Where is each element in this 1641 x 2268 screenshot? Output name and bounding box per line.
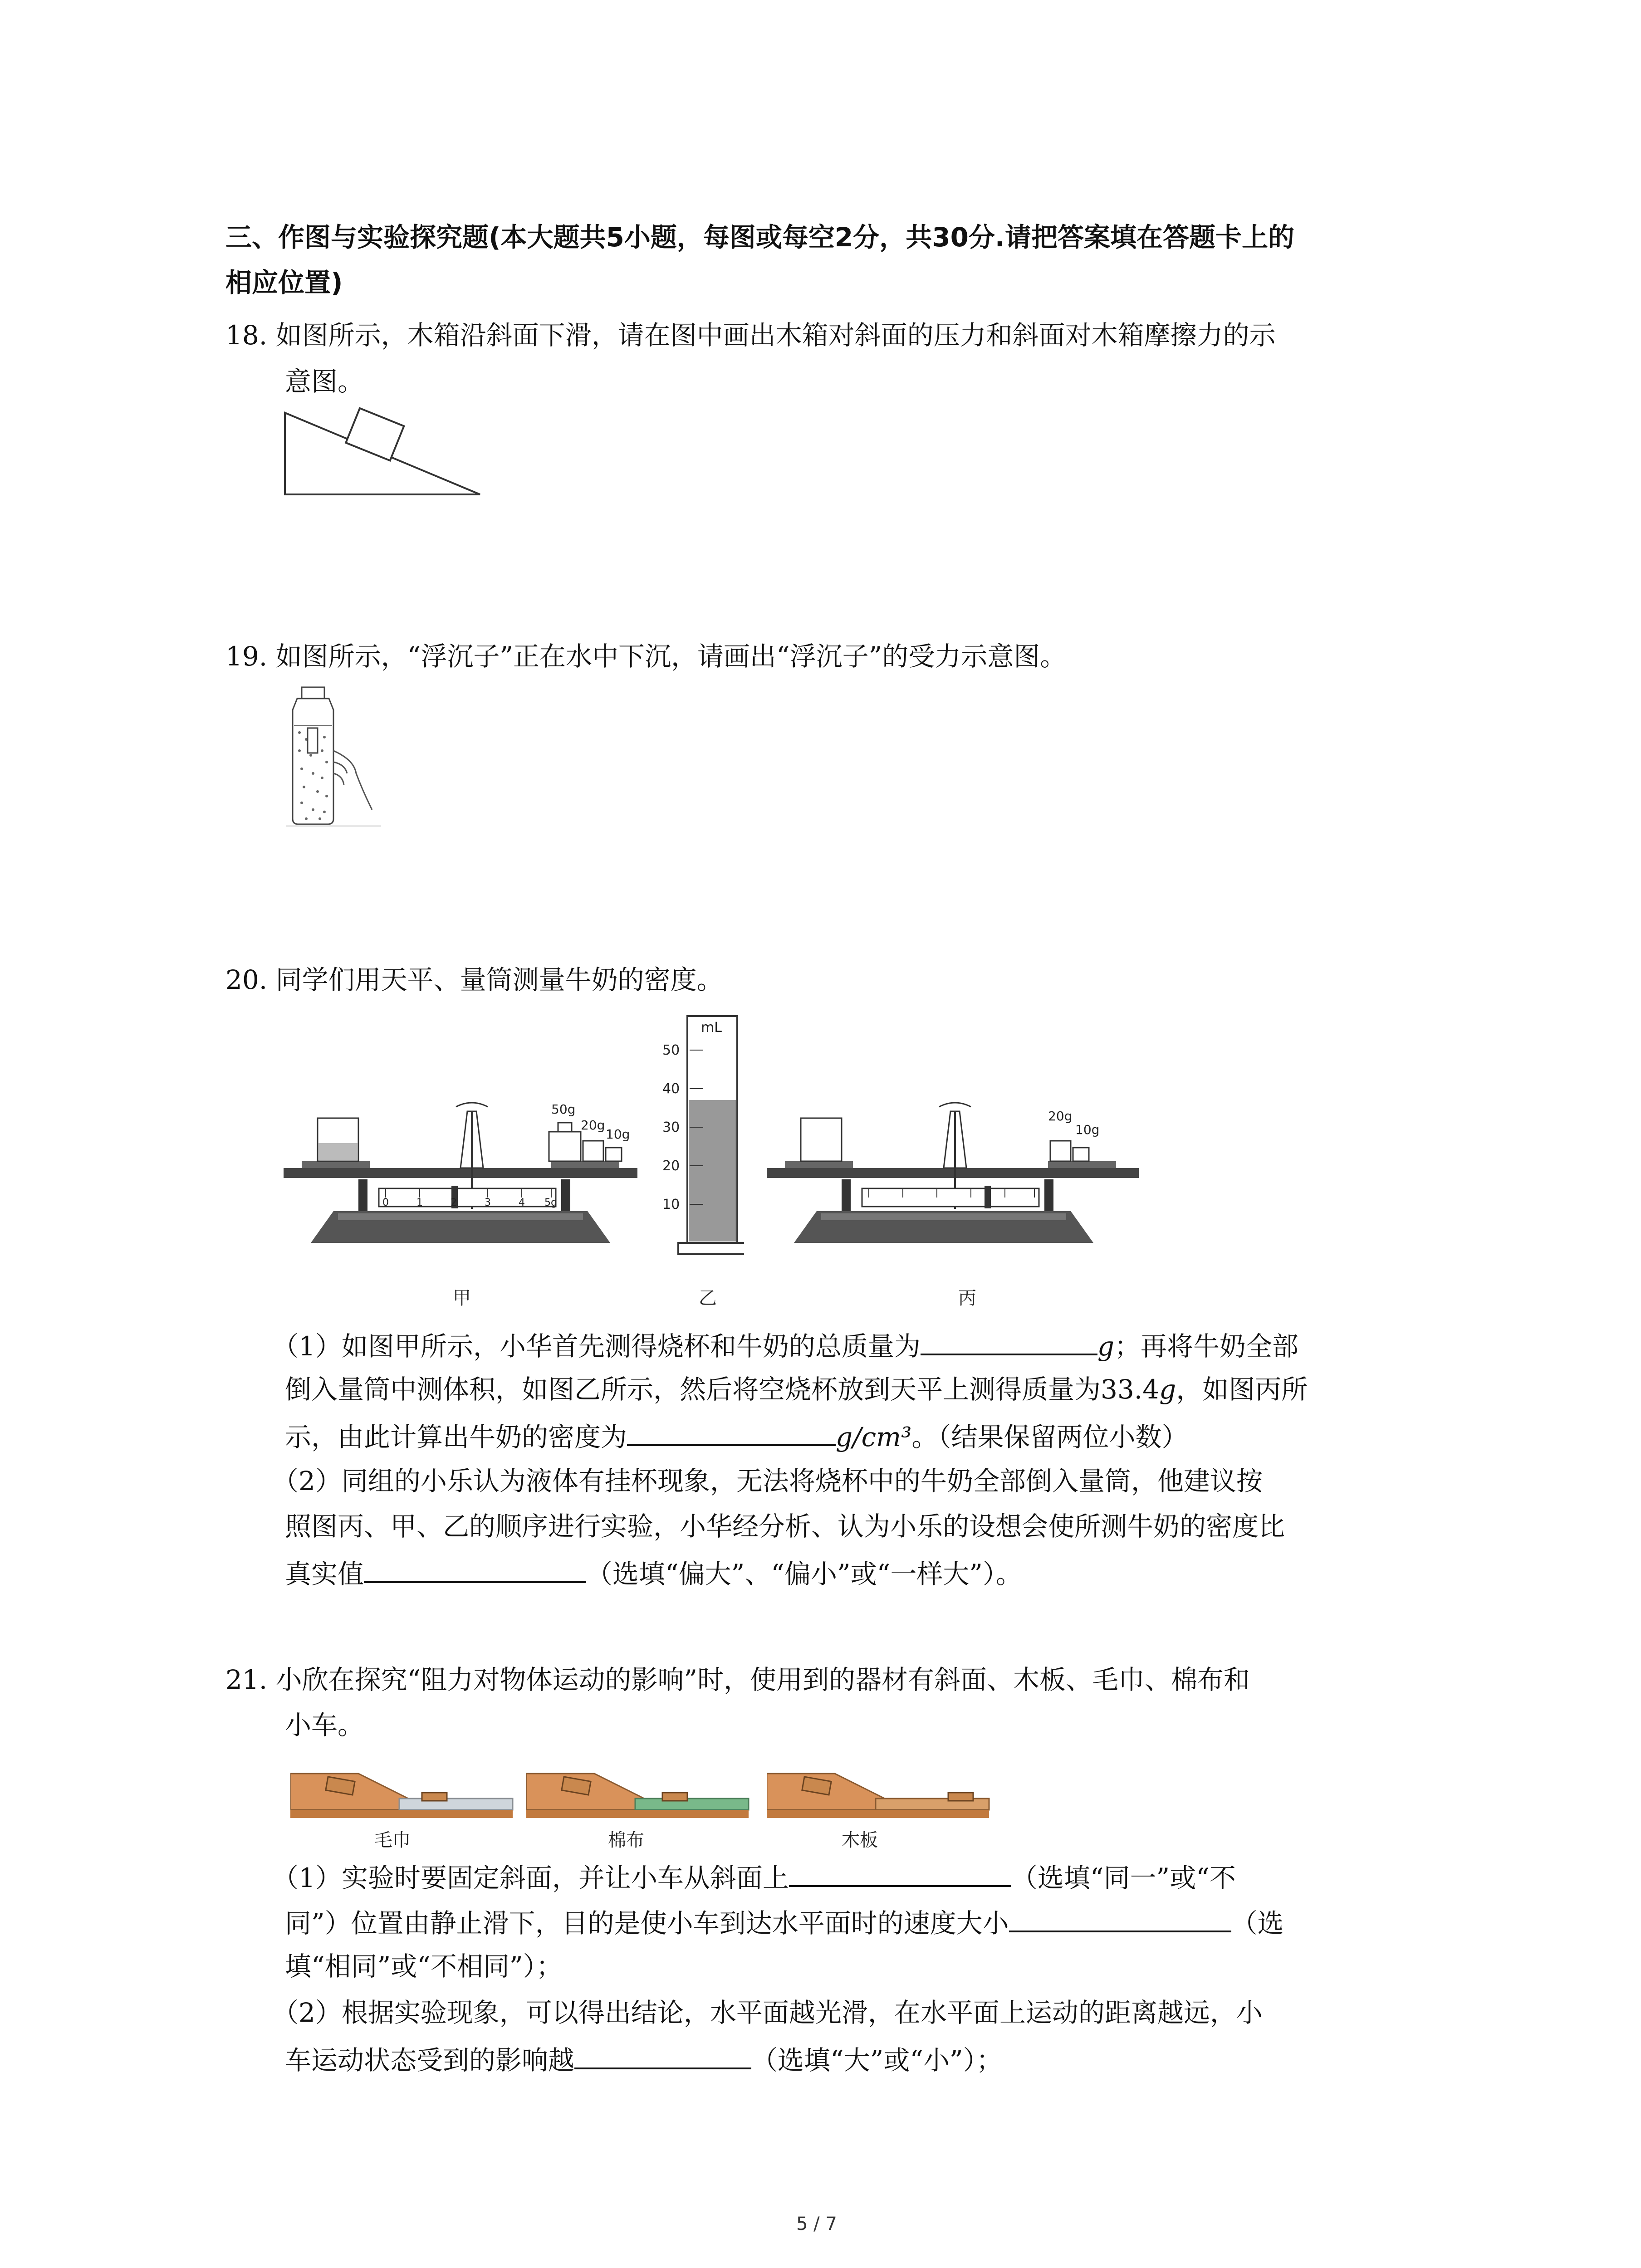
svg-text:4: 4: [519, 1197, 525, 1208]
svg-text:5g: 5g: [544, 1197, 557, 1208]
q20-blank-bias[interactable]: [364, 1556, 586, 1583]
figure-label-yi: 乙: [699, 1288, 717, 1309]
svg-text:2: 2: [451, 1197, 457, 1208]
svg-text:0: 0: [382, 1197, 389, 1208]
section-title-line1: 三、作图与实验探究题(本大题共5小题，每图或每空2分，共30分.请把答案填在答题卡上的: [225, 222, 1294, 253]
q21-text-line2: 小车。: [285, 1710, 364, 1740]
q21-label-wood: 木板: [842, 1830, 878, 1851]
q21-ramp-wood: [767, 1760, 994, 1821]
cylinder-tick-10: 10: [662, 1197, 680, 1212]
q21-ramp-cotton: [526, 1760, 753, 1821]
q20-text-line1: 20. 同学们用天平、量筒测量牛奶的密度。: [225, 964, 723, 995]
weight-label-50g: 50g: [551, 1102, 576, 1117]
cylinder-tick-20: 20: [662, 1158, 680, 1174]
weight-label-20g-bing: 20g: [1048, 1109, 1073, 1124]
weight-label-20g: 20g: [581, 1118, 605, 1133]
q20-p1-line2: 倒入量筒中测体积，如图乙所示，然后将空烧杯放到天平上测得质量为33.4g，如图丙所: [285, 1374, 1308, 1405]
cylinder-tick-40: 40: [662, 1081, 680, 1097]
q20-blank-total-mass[interactable]: [921, 1328, 1097, 1355]
cylinder-unit: mL: [701, 1020, 722, 1036]
weight-label-10g: 10g: [606, 1127, 630, 1142]
q18-text-line2: 意图。: [285, 366, 364, 397]
section-title-line2: 相应位置): [225, 267, 343, 298]
q20-p1-line3: 示，由此计算出牛奶的密度为 g/cm³。（结果保留两位小数）: [285, 1419, 1188, 1453]
cylinder-liquid: [689, 1100, 736, 1242]
q19-text-line1: 19. 如图所示，“浮沉子”正在水中下沉，请画出“浮沉子”的受力示意图。: [225, 641, 1067, 672]
q21-blank-position[interactable]: [789, 1860, 1011, 1887]
cylinder-tick-50: 50: [662, 1042, 680, 1058]
q21-blank-speed[interactable]: [1009, 1905, 1231, 1932]
figure-label-jia: 甲: [453, 1288, 471, 1309]
q21-p1-line2: 同”）位置由静止滑下，目的是使小车到达水平面时的速度大小 （选: [285, 1905, 1284, 1939]
q21-ramp-towel: [290, 1760, 517, 1821]
q20-measuring-cylinder-yi: [653, 1012, 744, 1266]
q20-p2-line2: 照图丙、甲、乙的顺序进行实验，小华经分析、认为小乐的设想会使所测牛奶的密度比: [285, 1511, 1285, 1542]
q20-blank-density[interactable]: [627, 1419, 836, 1446]
q21-p2-line1: （2）根据实验现象，可以得出结论，水平面越光滑，在水平面上运动的距离越远，小: [272, 1997, 1263, 2028]
svg-text:3: 3: [485, 1197, 491, 1208]
q21-text-line1: 21. 小欣在探究“阻力对物体运动的影响”时，使用到的器材有斜面、木板、毛巾、棉布和: [225, 1664, 1250, 1695]
page-number: 5 / 7: [796, 2214, 837, 2234]
q18-text-line1: 18. 如图所示，木箱沿斜面下滑，请在图中画出木箱对斜面的压力和斜面对木箱摩擦力的示: [225, 320, 1276, 351]
svg-text:1: 1: [416, 1197, 423, 1208]
q19-cartesian-diver-figure: [277, 683, 390, 828]
q18-incline-figure: [280, 404, 485, 503]
q21-p1-line1: （1）实验时要固定斜面，并让小车从斜面上 （选填“同一”或“不: [272, 1860, 1236, 1894]
figure-label-bing: 丙: [958, 1288, 976, 1309]
q21-p2-line2: 车运动状态受到的影响越 （选填“大”或“小”）；: [285, 2042, 1003, 2076]
q21-label-towel: 毛巾: [374, 1830, 411, 1851]
q20-p1-line1: （1）如图甲所示，小华首先测得烧杯和牛奶的总质量为 g；再将牛奶全部: [272, 1328, 1298, 1362]
q21-p1-line3: 填“相同”或“不相同”）；: [285, 1951, 563, 1982]
q20-balance-bing: [767, 1089, 1139, 1270]
q21-blank-effect[interactable]: [574, 2042, 751, 2069]
cylinder-tick-30: 30: [662, 1119, 680, 1135]
weight-label-10g-bing: 10g: [1075, 1122, 1100, 1137]
q20-balance-jia: [284, 1089, 637, 1270]
q20-p2-line3: 真实值 （选填“偏大”、“偏小”或“一样大”）。: [285, 1556, 1022, 1590]
q20-p2-line1: （2）同组的小乐认为液体有挂杯现象，无法将烧杯中的牛奶全部倒入量筒，他建议按: [272, 1466, 1263, 1496]
q21-label-cotton: 棉布: [608, 1830, 644, 1851]
